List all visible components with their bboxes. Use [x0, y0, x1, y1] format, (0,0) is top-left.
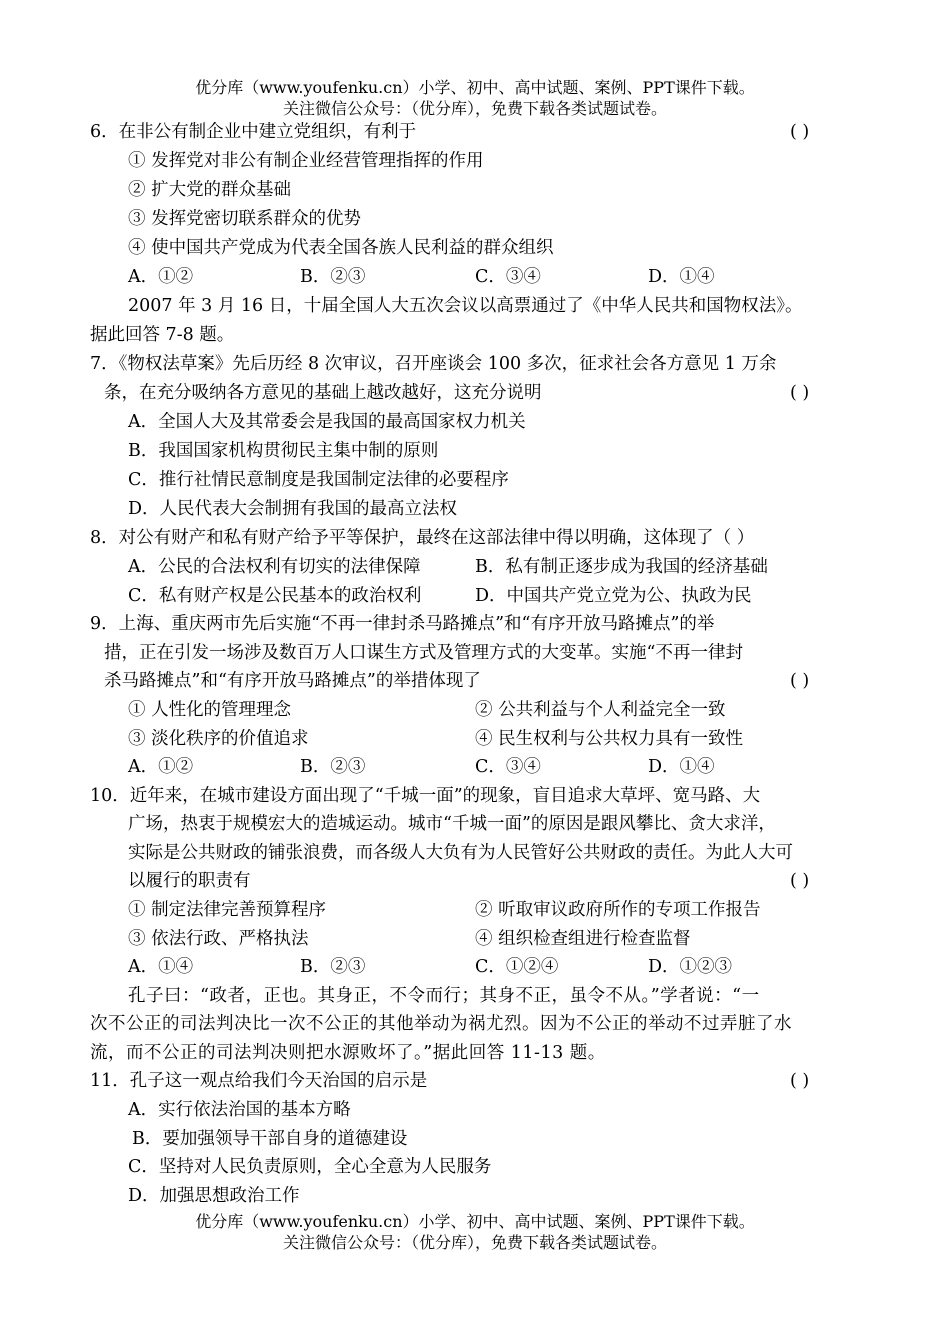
- answer-blank: ( ): [790, 122, 810, 142]
- question-7-stem-2: 条，在充分吸纳各方意见的基础上越改越好，这充分说明: [104, 383, 542, 403]
- choice-c: C．推行社情民意制度是我国制定法律的必要程序: [128, 470, 509, 490]
- passage-line-2: 据此回答 7-8 题。: [90, 325, 235, 345]
- question-7-stem-1: 7．《物权法草案》先后历经 8 次审议，召开座谈会 100 多次，征求社会各方意见 1 万余: [90, 354, 777, 374]
- question-9-stem-1: 9．上海、重庆两市先后实施“不再一律封杀马路摊点”和“有序开放马路摊点”的举: [90, 614, 715, 634]
- question-9-stem-3: 杀马路摊点”和“有序开放马路摊点”的举措体现了: [104, 671, 481, 691]
- statement-1: ① 发挥党对非公有制企业经营管理指挥的作用: [128, 151, 484, 171]
- choice-a: A．①④: [128, 957, 194, 977]
- statement-2: ② 公共利益与个人利益完全一致: [475, 700, 726, 720]
- statement-4: ④ 使中国共产党成为代表全国各族人民利益的群众组织: [128, 238, 554, 258]
- statement-3: ③ 发挥党密切联系群众的优势: [128, 209, 362, 229]
- choice-d: D．人民代表大会制拥有我国的最高立法权: [128, 499, 458, 519]
- question-11-stem: 11．孔子这一观点给我们今天治国的启示是: [90, 1071, 428, 1091]
- choice-b: B．我国国家机构贯彻民主集中制的原则: [128, 441, 439, 461]
- choice-b: B．②③: [300, 757, 366, 777]
- choice-a: A．①②: [128, 757, 194, 777]
- question-10-stem-4: 以履行的职责有: [128, 871, 251, 891]
- passage-line-1: 2007 年 3 月 16 日，十届全国人大五次会议以高票通过了《中华人民共和国物权法》。: [128, 296, 803, 316]
- statement-4: ④ 民生权利与公共权力具有一致性: [475, 729, 744, 749]
- passage-line-2: 次不公正的司法判决比一次不公正的其他举动为祸尤烈。因为不公正的举动不过弄脏了水: [90, 1014, 792, 1034]
- choice-c: C．③④: [475, 757, 541, 777]
- statement-2: ② 扩大党的群众基础: [128, 180, 292, 200]
- choice-a: A．①②: [128, 267, 194, 287]
- choice-a: A．公民的合法权利有切实的法律保障: [128, 557, 421, 577]
- choice-d: D．加强思想政治工作: [128, 1186, 300, 1206]
- choice-a: A．全国人大及其常委会是我国的最高国家权力机关: [128, 412, 526, 432]
- choice-c: C．坚持对人民负责原则，全心全意为人民服务: [128, 1157, 492, 1177]
- statement-4: ④ 组织检查组进行检查监督: [475, 929, 691, 949]
- choice-c: C．③④: [475, 267, 541, 287]
- choice-b: B．要加强领导干部自身的道德建设: [132, 1129, 408, 1149]
- choice-d: D．中国共产党立党为公、执政为民: [475, 586, 752, 606]
- answer-blank: ( ): [790, 383, 810, 403]
- footer-line-2: 关注微信公众号：（优分库），免费下载各类试题试卷。: [282, 1233, 667, 1252]
- question-10-stem-3: 实际是公共财政的铺张浪费，而各级人大负有为人民管好公共财政的责任。为此人大可: [128, 843, 793, 863]
- question-8-stem: 8．对公有财产和私有财产给予平等保护，最终在这部法律中得以明确，这体现了（ ）: [90, 528, 755, 548]
- passage-line-1: 孔子曰：“政者，正也。其身正，不令而行；其身不正，虽令不从。”学者说：“一: [128, 986, 760, 1006]
- question-6-stem: 6．在非公有制企业中建立党组织，有利于: [90, 122, 417, 142]
- choice-c: C．①②④: [475, 957, 559, 977]
- choice-d: D．①④: [648, 757, 715, 777]
- choice-b: B．②③: [300, 957, 366, 977]
- choice-b: B．②③: [300, 267, 366, 287]
- statement-3: ③ 依法行政、严格执法: [128, 929, 309, 949]
- footer-line-1: 优分库（www.youfenku.cn）小学、初中、高中试题、案例、PPT课件下载。: [195, 1212, 755, 1231]
- question-10-stem-2: 广场，热衷于规模宏大的造城运动。城市“千城一面”的原因是跟风攀比、贪大求洋，: [128, 814, 776, 834]
- question-10-stem-1: 10．近年来，在城市建设方面出现了“千城一面”的现象，盲目追求大草坪、宽马路、大: [90, 786, 761, 806]
- passage-line-3: 流，而不公正的司法判决则把水源败坏了。”据此回答 11-13 题。: [90, 1043, 606, 1063]
- choice-d: D．①②③: [648, 957, 733, 977]
- header-line-2: 关注微信公众号：（优分库），免费下载各类试题试卷。: [282, 99, 667, 118]
- question-9-stem-2: 措，正在引发一场涉及数百万人口谋生方式及管理方式的大变革。实施“不再一律封: [104, 643, 743, 663]
- statement-1: ① 人性化的管理理念: [128, 700, 292, 720]
- answer-blank: ( ): [790, 871, 810, 891]
- choice-a: A．实行依法治国的基本方略: [128, 1100, 351, 1120]
- choice-c: C．私有财产权是公民基本的政治权利: [128, 586, 422, 606]
- statement-1: ① 制定法律完善预算程序: [128, 900, 327, 920]
- answer-blank: ( ): [790, 1071, 810, 1091]
- header-line-1: 优分库（www.youfenku.cn）小学、初中、高中试题、案例、PPT课件下载。: [195, 78, 755, 97]
- statement-3: ③ 淡化秩序的价值追求: [128, 729, 309, 749]
- answer-blank: ( ): [790, 671, 810, 691]
- statement-2: ② 听取审议政府所作的专项工作报告: [475, 900, 761, 920]
- choice-d: D．①④: [648, 267, 715, 287]
- choice-b: B．私有制正逐步成为我国的经济基础: [475, 557, 768, 577]
